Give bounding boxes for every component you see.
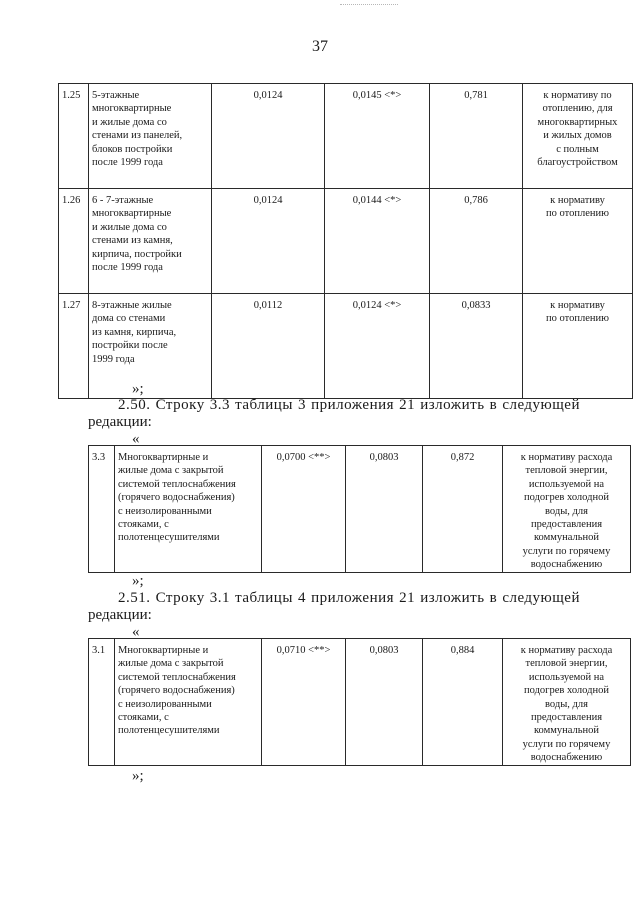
value-cell-1: 0,0112 xyxy=(212,294,325,399)
description-cell-line: многоквартирные xyxy=(92,208,172,220)
value-cell-3: 0,0833 xyxy=(430,294,523,399)
description-cell-line: дома со стенами xyxy=(92,313,166,325)
note-cell-line: с полным xyxy=(556,143,599,155)
description-cell-line: и жилые дома со xyxy=(92,221,167,233)
note-cell-line: многоквартирных xyxy=(537,116,618,128)
value-cell-1: 0,0710 <**> xyxy=(262,639,346,766)
value-cell-2: 0,0124 <*> xyxy=(325,294,430,399)
page-number: 37 xyxy=(312,38,328,55)
description-cell-line: с неизолированными xyxy=(118,698,212,710)
description-cell-line: полотенцесушителями xyxy=(118,725,220,737)
description-cell xyxy=(115,446,262,573)
description-cell-line: системой теплоснабжения xyxy=(118,478,236,490)
note-cell-line: отоплению, для xyxy=(542,103,613,115)
description-cell xyxy=(89,294,212,399)
scan-artifact xyxy=(340,4,398,10)
note-cell-line: подогрев холодной xyxy=(524,685,609,697)
table-row xyxy=(59,294,633,399)
description-cell-line: блоков постройки xyxy=(92,143,173,155)
description-cell-line: многоквартирные xyxy=(92,103,172,115)
paragraph-2-50-continuation: редакции: xyxy=(88,414,152,430)
note-cell xyxy=(523,294,633,399)
note-cell-line: по отоплению xyxy=(546,313,609,325)
note-cell xyxy=(523,189,633,294)
note-cell-line: подогрев холодной xyxy=(524,492,609,504)
description-cell-line: Многоквартирные и xyxy=(118,452,209,463)
description-cell-line: после 1999 года xyxy=(92,262,163,274)
note-cell-line: используемой на xyxy=(528,478,605,490)
paragraph-2-50: 2.50. Строку 3.3 таблицы 3 приложения 21 изложить в следующей xyxy=(118,397,580,413)
closing-quote: »; xyxy=(132,573,144,589)
value-cell-1: 0,0700 <**> xyxy=(262,446,346,573)
table-mid xyxy=(88,445,631,573)
description-cell-line: 1999 года xyxy=(92,353,135,365)
table-row xyxy=(59,84,633,189)
row-number-cell: 1.27 xyxy=(59,294,89,399)
description-cell xyxy=(89,84,212,189)
description-cell-line: (горячего водоснабжения) xyxy=(118,685,235,697)
value-cell-3: 0,872 xyxy=(423,446,503,573)
note-cell-line: воды, для xyxy=(545,505,588,517)
value-cell-1: 0,0124 xyxy=(212,84,325,189)
note-cell-line: услуги по горячему xyxy=(522,738,611,750)
note-cell-line: к нормативу xyxy=(550,300,605,311)
description-cell-line: постройки после xyxy=(92,340,168,352)
value-cell-3: 0,884 xyxy=(423,639,503,766)
table-row xyxy=(59,189,633,294)
table-top xyxy=(58,83,633,399)
value-cell-2: 0,0145 <*> xyxy=(325,84,430,189)
description-cell-line: Многоквартирные и xyxy=(118,645,209,656)
note-cell-line: к нормативу расхода xyxy=(520,645,613,656)
note-cell-line: тепловой энергии, xyxy=(525,465,608,477)
description-cell-line: 5-этажные xyxy=(92,90,140,101)
table-bottom xyxy=(88,638,631,766)
description-cell-line: стенами из камня, xyxy=(92,235,173,247)
description-cell-line: кирпича, постройки xyxy=(92,248,182,260)
description-cell-line: после 1999 года xyxy=(92,157,163,169)
note-cell-line: коммунальной xyxy=(533,532,600,544)
description-cell-line: жилые дома с закрытой xyxy=(118,658,224,670)
description-cell-line: стояками, с xyxy=(118,519,169,531)
description-cell-line: полотенцесушителями xyxy=(118,532,220,544)
row-number-cell: 1.26 xyxy=(59,189,89,294)
note-cell-line: и жилых домов xyxy=(543,130,612,142)
value-cell-3: 0,786 xyxy=(430,189,523,294)
note-cell-line: воды, для xyxy=(545,698,588,710)
value-cell-3: 0,781 xyxy=(430,84,523,189)
description-cell-line: и жилые дома со xyxy=(92,116,167,128)
description-cell-line: 6 - 7-этажные xyxy=(92,195,154,206)
value-cell-1: 0,0124 xyxy=(212,189,325,294)
note-cell-line: тепловой энергии, xyxy=(525,658,608,670)
description-cell-line: (горячего водоснабжения) xyxy=(118,492,235,504)
description-cell xyxy=(89,189,212,294)
value-cell-2: 0,0803 xyxy=(346,446,423,573)
paragraph-2-51-continuation: редакции: xyxy=(88,607,152,623)
note-cell-line: коммунальной xyxy=(533,725,600,737)
value-cell-2: 0,0803 xyxy=(346,639,423,766)
description-cell-line: из камня, кирпича, xyxy=(92,326,177,338)
value-cell-2: 0,0144 <*> xyxy=(325,189,430,294)
note-cell xyxy=(503,639,631,766)
opening-quote: « xyxy=(132,431,140,447)
description-cell-line: стенами из панелей, xyxy=(92,130,183,142)
note-cell-line: благоустройством xyxy=(537,157,618,169)
note-cell-line: водоснабжению xyxy=(530,559,603,571)
table-row xyxy=(89,446,631,573)
description-cell-line: с неизолированными xyxy=(118,505,212,517)
note-cell-line: услуги по горячему xyxy=(522,545,611,557)
note-cell-line: к нормативу расхода xyxy=(520,452,613,463)
note-cell-line: предоставления xyxy=(530,712,603,724)
note-cell-line: к нормативу по xyxy=(543,90,612,101)
row-number-cell: 1.25 xyxy=(59,84,89,189)
note-cell-line: используемой на xyxy=(528,671,605,683)
note-cell-line: предоставления xyxy=(530,519,603,531)
closing-quote: »; xyxy=(132,381,144,397)
description-cell-line: жилые дома с закрытой xyxy=(118,465,224,477)
row-number-cell: 3.1 xyxy=(89,639,115,766)
note-cell-line: водоснабжению xyxy=(530,752,603,764)
description-cell-line: 8-этажные жилые xyxy=(92,300,172,311)
description-cell-line: системой теплоснабжения xyxy=(118,671,236,683)
description-cell xyxy=(115,639,262,766)
row-number-cell: 3.3 xyxy=(89,446,115,573)
table-row xyxy=(89,639,631,766)
description-cell-line: стояками, с xyxy=(118,712,169,724)
closing-quote: »; xyxy=(132,768,144,784)
note-cell xyxy=(503,446,631,573)
note-cell xyxy=(523,84,633,189)
opening-quote: « xyxy=(132,624,140,640)
note-cell-line: к нормативу xyxy=(550,195,605,206)
note-cell-line: по отоплению xyxy=(546,208,609,220)
paragraph-2-51: 2.51. Строку 3.1 таблицы 4 приложения 21 изложить в следующей xyxy=(118,590,580,606)
